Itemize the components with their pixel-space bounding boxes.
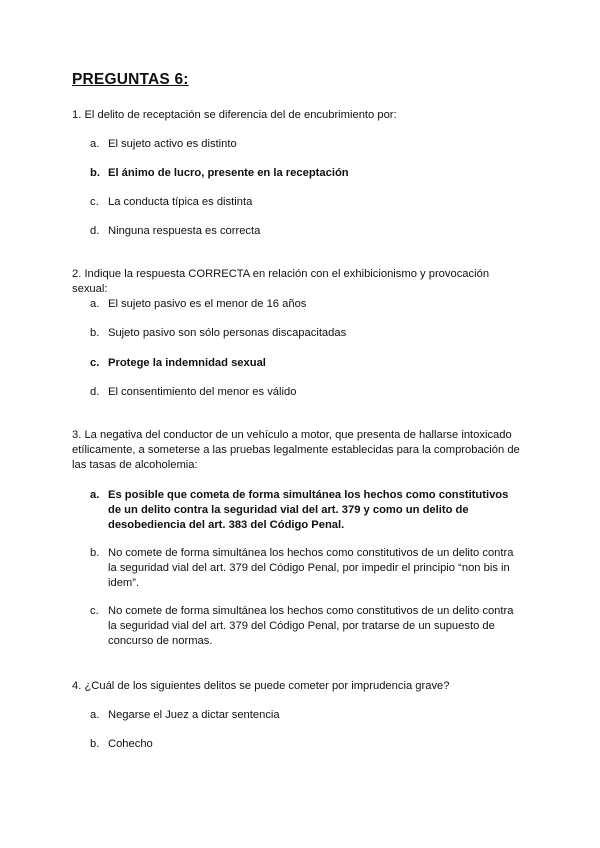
question-1-option-d <box>90 224 524 239</box>
option-letter: d. <box>90 225 100 237</box>
page-title: PREGUNTAS 6: <box>72 71 189 88</box>
question-2-option-c-correct <box>90 356 524 371</box>
option-letter: b. <box>90 547 100 559</box>
question-4: 4. ¿Cuál de los siguientes delitos se puede cometer por imprudencia grave? <box>72 680 450 692</box>
option-text: Es posible que cometa de forma simultánea los hechos como constitutivos de un delito contra la seguridad vial del art. 379 y como un delito de desobediencia del art. 383 del Código Penal. <box>108 489 509 531</box>
option-letter: a. <box>90 298 100 310</box>
option-text: Cohecho <box>108 738 153 750</box>
option-letter: d. <box>90 386 100 398</box>
question-1-option-a <box>90 137 524 152</box>
option-text: La conducta típica es distinta <box>108 196 253 208</box>
option-letter: b. <box>90 738 100 750</box>
question-3-option-c <box>90 604 524 649</box>
option-text: No comete de forma simultánea los hechos como constitutivos de un delito contra la seguridad vial del art. 379 del Código Penal, por tratarse de un supuesto de concurso de normas. <box>108 605 514 647</box>
question-2-option-b <box>90 326 524 341</box>
option-letter: b. <box>90 167 100 179</box>
question-1-option-c <box>90 195 524 210</box>
question-3: 3. La negativa del conductor de un vehículo a motor, que presenta de hallarse intoxicado etílicamente, a someterse a las pruebas legalmente establecidas para la comprobación de las tasas de alcoholemia: <box>72 429 520 471</box>
question-1-option-b-correct <box>90 166 524 181</box>
option-text: Sujeto pasivo son sólo personas discapacitadas <box>108 327 347 339</box>
option-text: Negarse el Juez a dictar sentencia <box>108 709 280 721</box>
question-1: 1. El delito de receptación se diferencia del de encubrimiento por: <box>72 109 397 121</box>
question-2-option-d <box>90 385 524 400</box>
option-letter: c. <box>90 605 99 617</box>
option-text: No comete de forma simultánea los hechos como constitutivos de un delito contra la seguridad vial del art. 379 del Código Penal, por impedir el principio “non bis in idem”. <box>108 547 514 589</box>
question-4-option-a <box>90 708 524 723</box>
option-letter: c. <box>90 357 100 369</box>
option-letter: a. <box>90 709 100 721</box>
option-text: El consentimiento del menor es válido <box>108 386 297 398</box>
question-3-option-b <box>90 546 524 591</box>
question-3-option-a-correct <box>90 488 524 533</box>
option-letter: a. <box>90 489 100 501</box>
option-letter: b. <box>90 327 100 339</box>
option-text: El sujeto activo es distinto <box>108 138 237 150</box>
question-4-option-b <box>90 737 524 752</box>
option-letter: c. <box>90 196 99 208</box>
option-text: El sujeto pasivo es el menor de 16 años <box>108 298 307 310</box>
question-2-option-a <box>90 297 524 312</box>
option-text: El ánimo de lucro, presente en la receptación <box>108 167 349 179</box>
option-text: Protege la indemnidad sexual <box>108 357 266 369</box>
option-text: Ninguna respuesta es correcta <box>108 225 261 237</box>
option-letter: a. <box>90 138 100 150</box>
question-2: 2. Indique la respuesta CORRECTA en relación con el exhibicionismo y provocación sexual: <box>72 268 490 295</box>
